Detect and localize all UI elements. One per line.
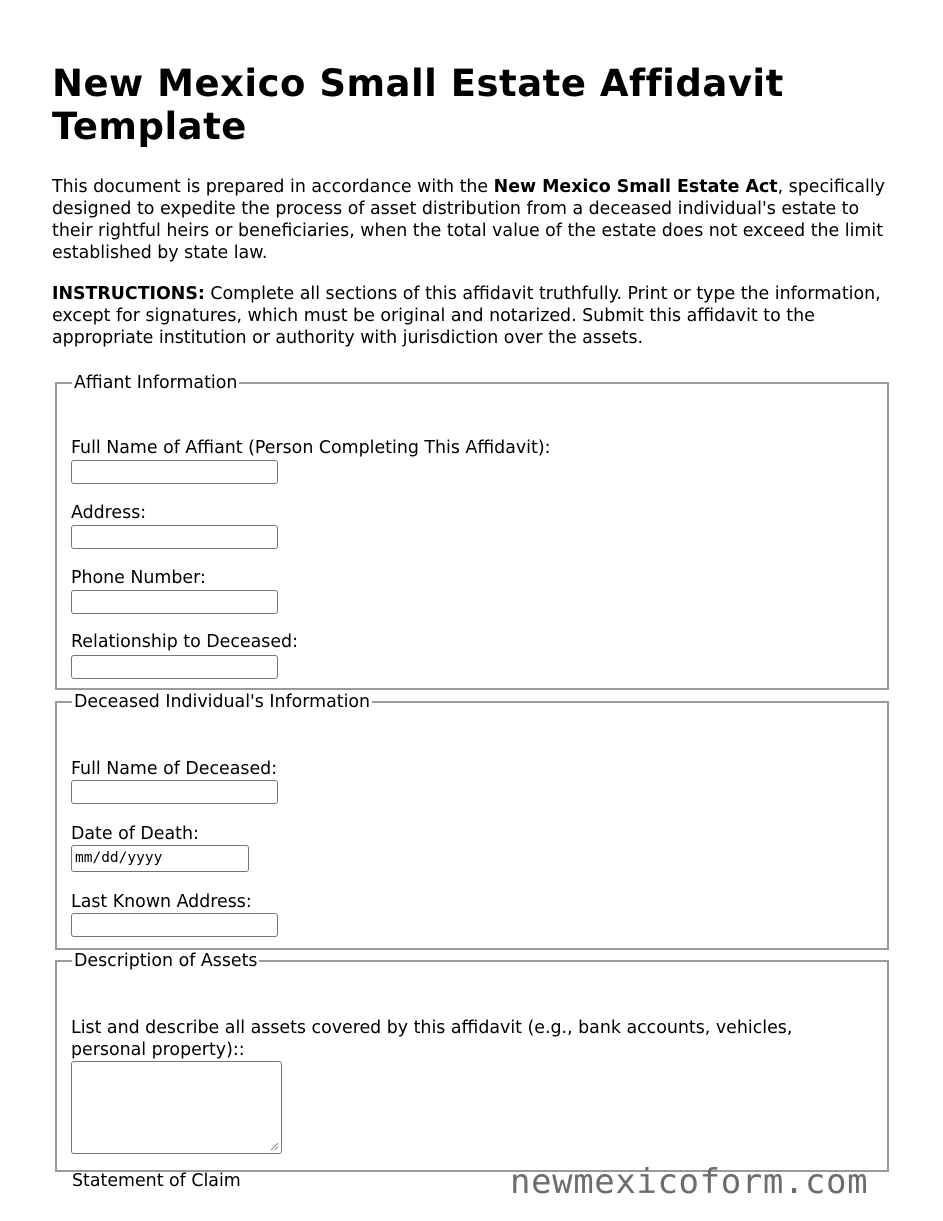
last-known-address-input[interactable] bbox=[71, 913, 278, 937]
description-of-assets-legend: Description of Assets bbox=[74, 951, 258, 971]
deceased-full-name-input[interactable] bbox=[71, 780, 278, 804]
document-body bbox=[52, 62, 892, 349]
date-of-death-input[interactable]: mm/dd/yyyy bbox=[71, 845, 249, 872]
affiant-phone-label: Phone Number: bbox=[71, 568, 206, 588]
affiant-phone-input[interactable] bbox=[71, 590, 278, 614]
page-title: New Mexico Small Estate Affidavit Template bbox=[52, 62, 784, 148]
deceased-information-legend: Deceased Individual's Information bbox=[74, 692, 371, 712]
instructions-paragraph bbox=[52, 283, 892, 349]
affiant-information-section bbox=[55, 373, 889, 690]
deceased-full-name-label: Full Name of Deceased: bbox=[71, 759, 278, 779]
affiant-address-input[interactable] bbox=[71, 525, 278, 549]
date-of-death-label: Date of Death: bbox=[71, 824, 199, 844]
affiant-information-legend: Affiant Information bbox=[74, 373, 238, 393]
intro-paragraph bbox=[52, 176, 892, 264]
affiant-relationship-input[interactable] bbox=[71, 655, 278, 679]
instructions-label: INSTRUCTIONS: bbox=[52, 284, 205, 304]
affiant-relationship-label: Relationship to Deceased: bbox=[71, 632, 298, 652]
last-known-address-label: Last Known Address: bbox=[71, 892, 252, 912]
watermark: newmexicoform.com bbox=[510, 1162, 869, 1202]
affiant-full-name-input[interactable] bbox=[71, 460, 278, 484]
affiant-address-label: Address: bbox=[71, 503, 147, 523]
intro-text-start: This document is prepared in accordance with the bbox=[52, 177, 494, 197]
statement-of-claim-legend-cutoff bbox=[72, 1170, 372, 1191]
intro-act-name: New Mexico Small Estate Act bbox=[493, 177, 778, 197]
assets-list-label: List and describe all assets covered by this affidavit (e.g., bank accounts, vehicles, personal property):: bbox=[71, 1018, 793, 1060]
description-of-assets-section bbox=[55, 951, 889, 1172]
instructions-text: Complete all sections of this affidavit truthfully. Print or type the information, except for signatures, which must be original and notarized. Submit this affidavit to the appropriate institution or authority with jurisdiction over the assets. bbox=[52, 284, 881, 348]
assets-description-textarea[interactable] bbox=[71, 1061, 282, 1154]
resize-grip-icon[interactable] bbox=[270, 1142, 279, 1151]
intro-text-end: , specifically designed to expedite the process of asset distribution from a deceased individual's estate to their rightful heirs or beneficiaries, when the total value of the estate does not exceed the limit established by state law. bbox=[52, 177, 885, 263]
affiant-full-name-label: Full Name of Affiant (Person Completing This Affidavit): bbox=[71, 438, 551, 458]
deceased-information-section bbox=[55, 692, 889, 950]
statement-of-claim-legend: Statement of Claim bbox=[72, 1171, 241, 1191]
